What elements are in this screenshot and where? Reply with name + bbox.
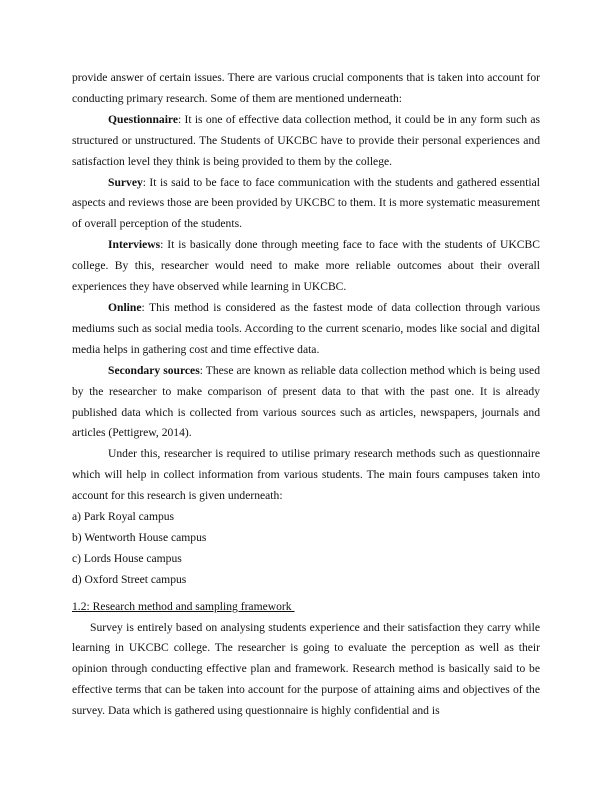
secondary-sources-paragraph (72, 361, 540, 445)
campus-list-item: a) Park Royal campus (72, 510, 175, 524)
secondary-sources-text: : These are known as reliable data collection method which is being used by the researcher to make comparison of present data to that with the past one. It is already published data which is collected from various sources such as articles, newspapers, journals and articles (Pettigrew, 2014). (72, 363, 540, 440)
questionnaire-paragraph (72, 110, 540, 173)
under-this-paragraph: Under this, researcher is required to utilise primary research methods such as questionnaire which will help in collect information from various students. The main fours campuses taken into account for this research is given underneath: (72, 447, 540, 503)
survey-term: Survey (108, 175, 143, 189)
online-paragraph (72, 298, 540, 361)
section-body-paragraph: Survey is entirely based on analysing students experience and their satisfaction they carry while learning in UKCBC college. The researcher is going to evaluate the perception as well as their opinion through conducting effective plan and framework. Research method is basically said to be effective terms that can be taken into account for the purpose of attaining aims and objectives of the survey. Data which is gathered using questionnaire is highly confidential and is (72, 620, 540, 718)
survey-text: : It is said to be face to face communication with the students and gathered essential aspects and reviews those are been provided by UKCBC to them. It is more systematic measurement of overall perception of the students. (72, 175, 540, 231)
questionnaire-term: Questionnaire (108, 112, 178, 126)
campus-list-item: d) Oxford Street campus (72, 572, 187, 586)
questionnaire-text: : It is one of effective data collection method, it could be in any form such as structured or unstructured. The Students of UKCBC have to provide their personal experiences and satisfaction level they think is being provided to them by the college. (72, 112, 540, 168)
campus-list-item: c) Lords House campus (72, 551, 182, 565)
online-term: Online (108, 300, 142, 314)
page-content (72, 68, 540, 722)
online-text: : This method is considered as the fastest mode of data collection through various mediums such as social media tools. According to the current scenario, modes like social and digital media helps in gathering cost and time effective data. (72, 300, 540, 356)
survey-paragraph (72, 173, 540, 236)
intro-paragraph: provide answer of certain issues. There are various crucial components that is taken into account for conducting primary research. Some of them are mentioned underneath: (72, 71, 540, 105)
secondary-sources-term: Secondary sources (108, 363, 200, 377)
interviews-text: : It is basically done through meeting face to face with the students of UKCBC college. By this, researcher would need to make more reliable outcomes about their overall experiences they have observed while learning in UKCBC. (72, 238, 540, 294)
campus-list-item: b) Wentworth House campus (72, 530, 207, 544)
interviews-paragraph (72, 235, 540, 298)
section-heading: 1.2: Research method and sampling framework (72, 599, 295, 613)
interviews-term: Interviews (108, 238, 161, 252)
